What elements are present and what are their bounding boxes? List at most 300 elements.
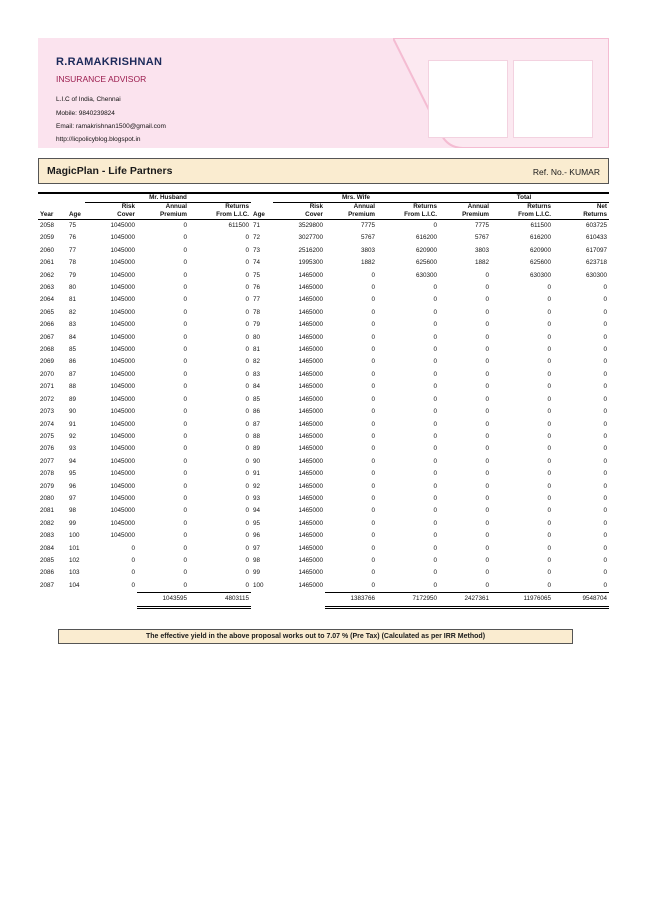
cell-w-premium: 0 [371,432,376,440]
total-t-net: 9548704 [553,593,609,607]
advisor-mobile: Mobile: 9840239824 [56,110,115,117]
cell-h-returns: 0 [245,234,250,242]
cell-t-returns: 0 [547,482,552,490]
cell-h-risk: 1045000 [110,470,135,478]
cell-w-premium: 0 [371,296,376,304]
cell-h-returns: 0 [245,445,250,453]
cell-w-age: 76 [253,284,261,292]
cell-w-returns: 0 [433,358,438,366]
cell-w-returns: 620900 [416,246,438,254]
cell-h-age: 99 [69,519,77,527]
cell-w-age: 90 [253,457,261,465]
cell-t-net: 0 [603,432,608,440]
cell-t-net: 0 [603,532,608,540]
cell-t-returns: 0 [547,457,552,465]
cell-h-age: 80 [69,284,77,292]
table-row [38,356,609,368]
cell-t-premium: 0 [485,296,490,304]
cell-year: 2065 [40,308,55,316]
cell-t-premium: 0 [485,370,490,378]
total-h-returns: 4803115 [189,593,251,607]
cell-h-returns: 0 [245,383,250,391]
cell-w-risk: 1465000 [298,284,324,292]
cell-t-net: 0 [603,494,608,502]
cell-h-premium: 0 [183,346,187,354]
column-header-row [38,203,609,220]
cell-w-premium: 3803 [361,246,376,254]
cell-year: 2072 [40,395,55,403]
table-row [38,245,609,257]
cell-w-premium: 0 [371,507,376,515]
total-h-premium: 1043595 [137,593,189,607]
table-row [38,543,609,555]
cell-t-premium: 0 [485,284,490,292]
cell-w-age: 100 [253,582,264,590]
cell-w-premium: 0 [371,408,376,416]
cell-w-returns: 625600 [416,259,438,267]
cell-w-returns: 0 [433,284,438,292]
cell-w-returns: 0 [433,383,438,391]
total-w-premium: 1383766 [325,593,377,607]
cell-h-risk: 1045000 [110,271,135,279]
col-w-returns: Returns From L.I.C. [377,203,439,220]
cell-w-returns: 0 [433,544,438,552]
table-row [38,294,609,306]
cell-h-premium: 0 [183,532,187,540]
cell-w-risk: 1465000 [298,519,324,527]
cell-t-net: 0 [603,470,608,478]
cell-h-premium: 0 [183,544,187,552]
cell-year: 2070 [40,370,55,378]
cell-h-premium: 0 [183,457,187,465]
cell-w-risk: 1465000 [298,556,324,564]
cell-h-premium: 0 [183,581,187,589]
cell-h-risk: 1045000 [110,296,135,304]
cell-t-premium: 0 [485,470,490,478]
cell-t-premium: 5767 [475,234,490,242]
cell-w-age: 98 [253,556,261,564]
cell-w-age: 94 [253,507,261,515]
cell-h-returns: 0 [245,308,250,316]
cell-h-age: 85 [69,346,77,354]
cell-t-returns: 0 [547,569,552,577]
table-row [38,481,609,493]
cell-w-premium: 0 [371,556,376,564]
cell-w-returns: 0 [433,408,438,416]
cell-w-premium: 0 [371,420,376,428]
photo-placeholder-left [428,60,508,138]
cell-w-premium: 0 [371,581,376,589]
cell-t-net: 0 [603,569,608,577]
cell-w-premium: 0 [371,321,376,329]
cell-h-age: 90 [69,408,77,416]
cell-h-risk: 1045000 [110,383,135,391]
cell-year: 2082 [40,519,55,527]
cell-w-returns: 0 [433,333,438,341]
table-row [38,220,609,233]
cell-year: 2084 [40,544,55,552]
cell-t-net: 617097 [586,246,608,254]
cell-t-returns: 0 [547,383,552,391]
table-row [38,431,609,443]
cell-h-age: 95 [69,470,77,478]
cell-t-net: 0 [603,321,608,329]
cell-w-premium: 1882 [361,259,376,267]
group-header-row [38,193,609,203]
totals-row [38,593,609,607]
cell-w-returns: 0 [433,346,438,354]
cell-t-net: 623718 [586,259,608,267]
table-row [38,493,609,505]
cell-t-net: 0 [603,544,608,552]
table-row [38,307,609,319]
cell-w-risk: 1465000 [298,333,324,341]
cell-w-premium: 0 [371,370,376,378]
cell-w-returns: 0 [433,519,438,527]
advisor-name: R.RAMAKRISHNAN [56,56,163,68]
cell-w-premium: 0 [371,284,376,292]
table-row [38,468,609,480]
cell-t-premium: 0 [485,346,490,354]
cell-t-premium: 3803 [475,246,490,254]
cell-h-risk: 1045000 [110,234,135,242]
cell-t-premium: 0 [485,482,490,490]
cell-w-risk: 1465000 [298,321,324,329]
group-total: Total [439,193,609,203]
cell-t-premium: 0 [485,321,490,329]
cell-t-returns: 0 [547,408,552,416]
cell-h-age: 83 [69,321,77,329]
cell-h-returns: 0 [245,470,250,478]
cell-h-risk: 1045000 [110,284,135,292]
cell-t-premium: 0 [485,532,490,540]
cell-t-returns: 0 [547,532,552,540]
cell-h-returns: 0 [245,581,250,589]
cell-w-age: 92 [253,482,261,490]
cell-h-premium: 0 [183,494,187,502]
cell-w-age: 73 [253,246,261,254]
cell-w-returns: 0 [433,420,438,428]
table-row [38,232,609,244]
cell-h-age: 93 [69,445,77,453]
cell-h-returns: 0 [245,246,250,254]
cell-h-returns: 611500 [228,222,250,229]
col-age: Age [63,203,85,220]
cell-h-premium: 0 [183,519,187,527]
cell-w-returns: 0 [433,370,438,378]
cell-w-premium: 5767 [361,234,376,242]
advisor-title: INSURANCE ADVISOR [56,74,147,84]
total-t-returns: 11976065 [491,593,553,607]
cell-h-risk: 1045000 [110,370,135,378]
cell-t-net: 610433 [586,234,608,242]
cell-t-premium: 0 [485,408,490,416]
cell-t-premium: 1882 [475,259,490,267]
cell-h-premium: 0 [183,556,187,564]
cell-t-returns: 0 [547,420,552,428]
cell-t-returns: 0 [547,432,552,440]
cell-w-returns: 630300 [416,271,438,279]
cell-h-risk: 1045000 [110,333,135,341]
returns-table [38,192,609,609]
cell-w-returns: 616200 [416,234,438,242]
cell-t-premium: 0 [485,271,490,279]
cell-h-age: 84 [69,333,77,341]
cell-t-premium: 0 [485,457,490,465]
cell-h-risk: 1045000 [110,482,135,490]
cell-w-risk: 1465000 [298,432,324,440]
cell-year: 2083 [40,532,55,540]
cell-w-returns: 0 [433,532,438,540]
cell-h-age: 76 [69,234,77,242]
cell-w-returns: 0 [433,507,438,515]
cell-t-returns: 0 [547,346,552,354]
table-row [38,270,609,282]
cell-w-risk: 1465000 [298,296,324,304]
cell-year: 2073 [40,408,55,416]
cell-t-returns: 620900 [530,246,552,254]
cell-t-net: 0 [603,395,608,403]
cell-w-returns: 0 [433,432,438,440]
cell-w-risk: 1465000 [298,544,324,552]
cell-h-age: 81 [69,296,77,304]
cell-h-risk: 1045000 [110,308,135,316]
cell-h-premium: 0 [183,432,187,440]
cell-w-risk: 3529800 [298,222,324,229]
table-row [38,332,609,344]
cell-year: 2069 [40,358,55,366]
table-row [38,381,609,393]
cell-w-age: 87 [253,420,261,428]
cell-h-premium: 0 [183,383,187,391]
cell-h-premium: 0 [183,308,187,316]
cell-t-returns: 0 [547,494,552,502]
cell-year: 2060 [40,246,55,254]
cell-w-premium: 0 [371,470,376,478]
cell-t-net: 0 [603,507,608,515]
cell-h-risk: 1045000 [110,259,135,267]
cell-t-returns: 630300 [530,271,552,279]
cell-h-age: 88 [69,383,77,391]
cell-h-risk: 1045000 [110,457,135,465]
table-row [38,518,609,530]
col-h-risk: Risk Cover [85,203,137,220]
table-row [38,443,609,455]
cell-t-returns: 0 [547,370,552,378]
cell-w-risk: 1465000 [298,569,324,577]
cell-h-risk: 1045000 [110,445,135,453]
cell-t-premium: 0 [485,358,490,366]
cell-w-premium: 0 [371,544,376,552]
cell-h-premium: 0 [183,246,187,254]
cell-w-risk: 1465000 [298,308,324,316]
cell-h-risk: 1045000 [110,246,135,254]
cell-t-premium: 0 [485,556,490,564]
cell-h-premium: 0 [183,408,187,416]
cell-h-premium: 0 [183,370,187,378]
cell-w-age: 95 [253,519,261,527]
cell-h-returns: 0 [245,395,250,403]
cell-h-age: 98 [69,507,77,515]
cell-w-age: 72 [253,234,261,242]
cell-w-returns: 0 [433,482,438,490]
cell-w-returns: 0 [433,556,438,564]
cell-year: 2062 [40,271,55,279]
cell-h-premium: 0 [183,259,187,267]
cell-h-premium: 0 [183,470,187,478]
cell-w-risk: 1465000 [298,271,324,279]
cell-w-age: 88 [253,432,261,440]
cell-w-returns: 0 [433,569,438,577]
cell-w-risk: 1465000 [298,582,324,590]
cell-h-risk: 1045000 [110,519,135,527]
table-row [38,344,609,356]
cell-t-returns: 0 [547,395,552,403]
cell-h-age: 79 [69,271,77,279]
cell-h-premium: 0 [183,321,187,329]
cell-t-net: 0 [603,519,608,527]
cell-t-net: 0 [603,383,608,391]
cell-w-premium: 0 [371,569,376,577]
cell-h-returns: 0 [245,370,250,378]
cell-h-risk: 1045000 [110,395,135,403]
col-w-premium: Annual Premium [325,203,377,220]
cell-year: 2068 [40,346,55,354]
cell-w-returns: 0 [433,494,438,502]
cell-h-age: 101 [69,544,80,552]
cell-t-net: 0 [603,482,608,490]
cell-w-premium: 0 [371,308,376,316]
cell-year: 2078 [40,470,55,478]
cell-t-returns: 0 [547,321,552,329]
cell-h-risk: 1045000 [110,346,135,354]
col-h-returns: Returns From L.I.C. [189,203,251,220]
cell-h-returns: 0 [245,358,250,366]
cell-h-risk: 0 [131,544,135,552]
cell-t-premium: 0 [485,445,490,453]
cell-w-age: 81 [253,346,261,354]
plan-title-bar [38,158,609,184]
cell-h-returns: 0 [245,420,250,428]
cell-w-age: 97 [253,544,261,552]
cell-h-risk: 0 [131,569,135,577]
cell-w-age: 86 [253,408,261,416]
cell-h-risk: 1045000 [110,432,135,440]
cell-year: 2067 [40,333,55,341]
advisor-header [38,38,609,148]
cell-t-net: 603725 [586,222,608,229]
cell-w-premium: 7775 [361,222,376,229]
cell-t-returns: 0 [547,445,552,453]
cell-w-age: 82 [253,358,261,366]
cell-t-net: 0 [603,308,608,316]
advisor-org: L.I.C of India, Chennai [56,96,121,103]
cell-h-returns: 0 [245,556,250,564]
photo-placeholder-right [513,60,593,138]
cell-t-returns: 0 [547,333,552,341]
cell-year: 2080 [40,494,55,502]
cell-year: 2085 [40,556,55,564]
cell-w-premium: 0 [371,346,376,354]
cell-t-returns: 0 [547,519,552,527]
cell-t-net: 0 [603,333,608,341]
cell-w-age: 78 [253,308,261,316]
cell-w-risk: 1465000 [298,346,324,354]
cell-w-risk: 1465000 [298,383,324,391]
cell-h-age: 82 [69,308,77,316]
table-row [38,580,609,593]
table-row [38,394,609,406]
cell-w-age: 74 [253,259,261,267]
cell-h-premium: 0 [183,333,187,341]
cell-h-risk: 1045000 [110,507,135,515]
cell-h-risk: 1045000 [110,494,135,502]
cell-h-age: 103 [69,569,80,577]
cell-h-risk: 1045000 [110,420,135,428]
cell-t-returns: 0 [547,470,552,478]
cell-t-premium: 0 [485,308,490,316]
cell-year: 2075 [40,432,55,440]
cell-w-age: 80 [253,333,261,341]
cell-w-risk: 1465000 [298,532,324,540]
cell-w-age: 83 [253,370,261,378]
cell-w-age: 84 [253,383,261,391]
cell-w-risk: 1465000 [298,494,324,502]
table-row [38,505,609,517]
cell-h-returns: 0 [245,482,250,490]
reference-number: Ref. No.- KUMAR [532,167,600,177]
plan-name: MagicPlan - Life Partners [47,165,173,177]
cell-year: 2063 [40,284,55,292]
cell-w-risk: 1465000 [298,420,324,428]
table-row [38,406,609,418]
cell-h-premium: 0 [183,395,187,403]
cell-w-premium: 0 [371,445,376,453]
cell-h-returns: 0 [245,284,250,292]
cell-h-returns: 0 [245,408,250,416]
cell-year: 2064 [40,296,55,304]
cell-h-returns: 0 [245,569,250,577]
cell-h-returns: 0 [245,321,250,329]
col-w-age: Age [251,203,273,220]
cell-t-returns: 0 [547,308,552,316]
cell-t-premium: 0 [485,395,490,403]
cell-h-returns: 0 [245,296,250,304]
col-t-returns: Returns From L.I.C. [491,203,553,220]
cell-t-returns: 616200 [530,234,552,242]
cell-w-age: 75 [253,271,261,279]
cell-t-premium: 0 [485,544,490,552]
cell-t-net: 0 [603,556,608,564]
table-row [38,419,609,431]
col-h-premium: Annual Premium [137,203,189,220]
cell-w-age: 77 [253,296,261,304]
col-w-risk: Risk Cover [273,203,325,220]
cell-w-risk: 1465000 [298,395,324,403]
cell-h-premium: 0 [183,222,187,229]
cell-h-age: 100 [69,532,80,540]
cell-t-net: 0 [603,370,608,378]
cell-h-returns: 0 [245,271,250,279]
cell-year: 2076 [40,445,55,453]
cell-h-returns: 0 [245,532,250,540]
cell-h-age: 104 [69,582,80,590]
cell-w-premium: 0 [371,333,376,341]
cell-h-age: 78 [69,259,77,267]
cell-year: 2079 [40,482,55,490]
cell-h-age: 89 [69,395,77,403]
cell-h-premium: 0 [183,482,187,490]
